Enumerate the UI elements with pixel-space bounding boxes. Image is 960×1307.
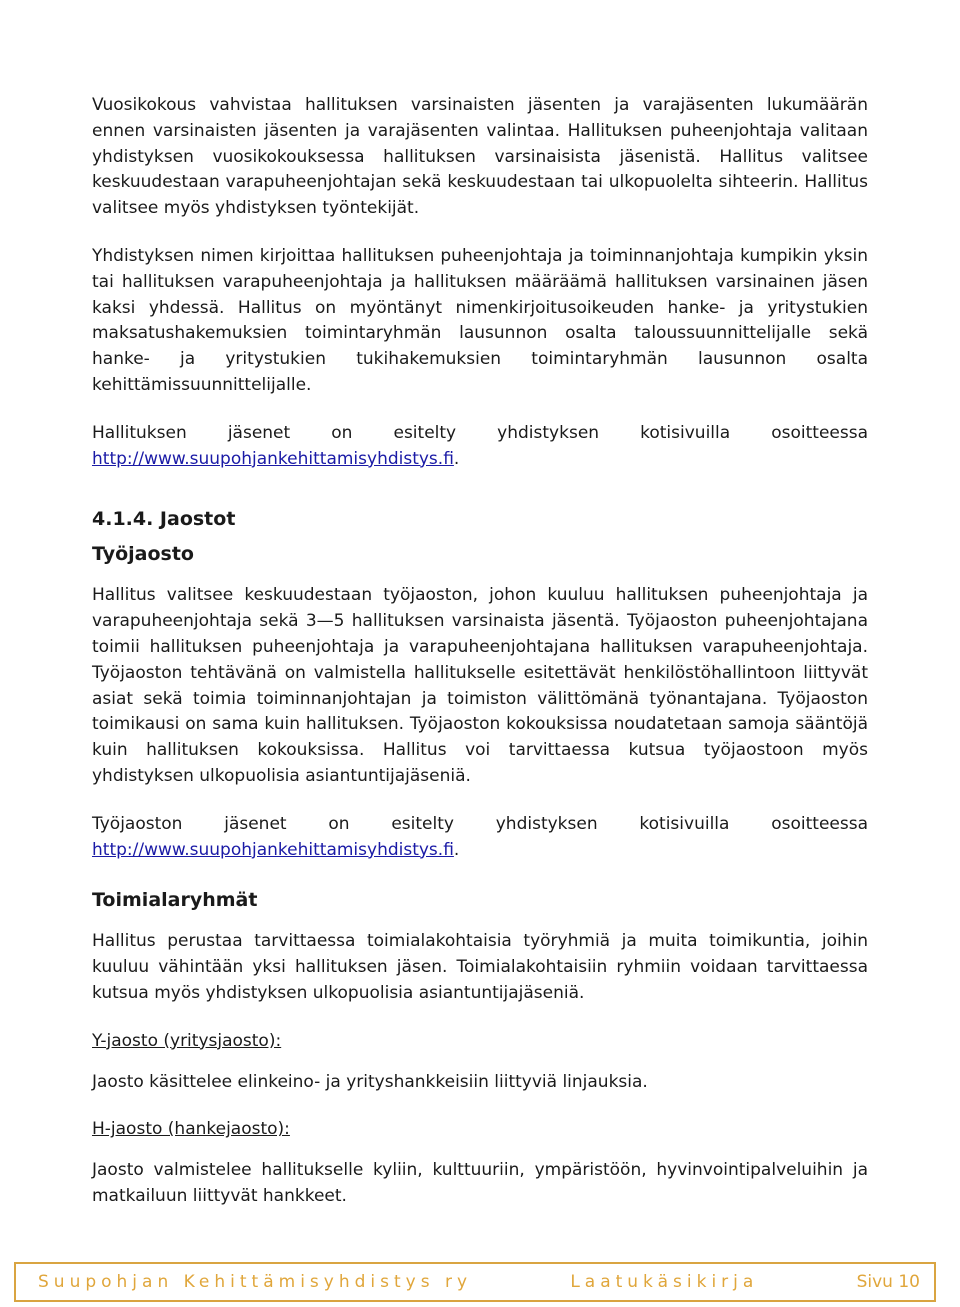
paragraph-text: Työjaoston jäsenet on esitelty yhdistyksen kotisivuilla osoitteessa — [92, 813, 868, 834]
footer-page-number: Sivu 10 — [856, 1272, 920, 1292]
paragraph-toimialaryhmat: Hallitus perustaa tarvittaessa toimialakohtaisia työryhmiä ja muita toimikuntia, joihin kuuluu vähintään yksi hallituksen jäsen. Toimialakohtaisiin ryhmiin voidaan tarvittaessa kutsua myös yhdistyksen ulkopuolisia asiantuntijajäseniä. — [92, 931, 868, 1003]
page-footer — [14, 1262, 936, 1302]
subheading-tyojaosto: Työjaosto — [92, 543, 194, 566]
paragraph-board-members-link: Hallituksen jäsenet on esitelty yhdistyksen kotisivuilla osoitteessa http://www.suupohjankehittamisyhdistys.fi. — [92, 422, 868, 469]
document-body — [92, 93, 868, 1210]
paragraph-board-composition: Vuosikokous vahvistaa hallituksen varsinaisten jäsenten ja varajäsenten lukumäärän ennen varsinaisten jäsenten ja varajäsenten valintaa. Hallituksen puheenjohtaja valitaan yhdistyksen vuosikokouksessa hallituksen varsinaisista jäsenistä. Hallitus valitsee keskuudestaan varapuheenjohtajan sekä keskuudestaan tai ulkopuolelta sihteerin. Hallitus valitsee myös yhdistyksen työntekijät. — [92, 95, 868, 219]
y-jaosto-text: Jaosto käsittelee elinkeino- ja yrityshankkeisiin liittyviä linjauksia. — [92, 1071, 648, 1092]
subheading-toimialaryhmat: Toimialaryhmät — [92, 889, 258, 912]
section-heading: 4.1.4. Jaostot — [92, 508, 236, 531]
footer-document-title: Laatukäsikirja — [570, 1272, 759, 1292]
y-jaosto-title: Y-jaosto (yritysjaosto): — [92, 1030, 282, 1051]
footer-organization: Suupohjan Kehittämisyhdistys ry — [38, 1272, 473, 1292]
paragraph-tyojaosto-members-link: Työjaoston jäsenet on esitelty yhdistyksen kotisivuilla osoitteessa http://www.suupohjankehittamisyhdistys.fi. — [92, 813, 868, 860]
h-jaosto-text: Jaosto valmistelee hallitukselle kyliin, kulttuuriin, ympäristöön, hyvinvointipalveluihin ja matkailuun liittyvät hankkeet. — [92, 1160, 868, 1206]
website-link[interactable]: http://www.suupohjankehittamisyhdistys.fi — [92, 839, 454, 860]
paragraph-text: Hallituksen jäsenet on esitelty yhdistyksen kotisivuilla osoitteessa — [92, 422, 868, 443]
h-jaosto-title: H-jaosto (hankejaosto): — [92, 1119, 290, 1140]
website-link[interactable]: http://www.suupohjankehittamisyhdistys.fi — [92, 448, 454, 469]
paragraph-signing-authority: Yhdistyksen nimen kirjoittaa hallituksen puheenjohtaja ja toiminnanjohtaja kumpikin yksin tai hallituksen varapuheenjohtaja ja hallituksen määräämä hallituksen varsinainen jäsen kaksi yhdessä. Hallitus on myöntänyt nimenkirjoitusoikeuden hanke- ja yritystukien maksatushakemuksien toimintaryhmän lausunnon osalta taloussuunnittelijalle sekä hanke- ja yritystukien tukihakemuksien toimintaryhmän lausunnon osalta kehittämissuunnittelijalle. — [92, 245, 868, 395]
paragraph-tyojaosto: Hallitus valitsee keskuudestaan työjaoston, johon kuuluu hallituksen puheenjohtaja ja varapuheenjohtaja sekä 3—5 hallituksen varsinaista jäsentä. Työjaoston puheenjohtajana toimii hallituksen puheenjohtaja ja varapuheenjohtajana hallituksen varapuheenjohtaja. Työjaoston tehtävänä on valmistella hallitukselle esitettävät henkilöstöhallintoon liittyvät asiat sekä toimia toiminnanjohtajan ja toimiston välittömänä työnantajana. Työjaoston toimikausi on sama kuin hallituksen. Työjaoston kokouksissa noudatetaan samoja sääntöjä kuin hallituksen kokouksissa. Hallitus voi tarvittaessa kutsua työjaostoon myös yhdistyksen ulkopuolisia asiantuntijajäseniä. — [92, 585, 868, 786]
